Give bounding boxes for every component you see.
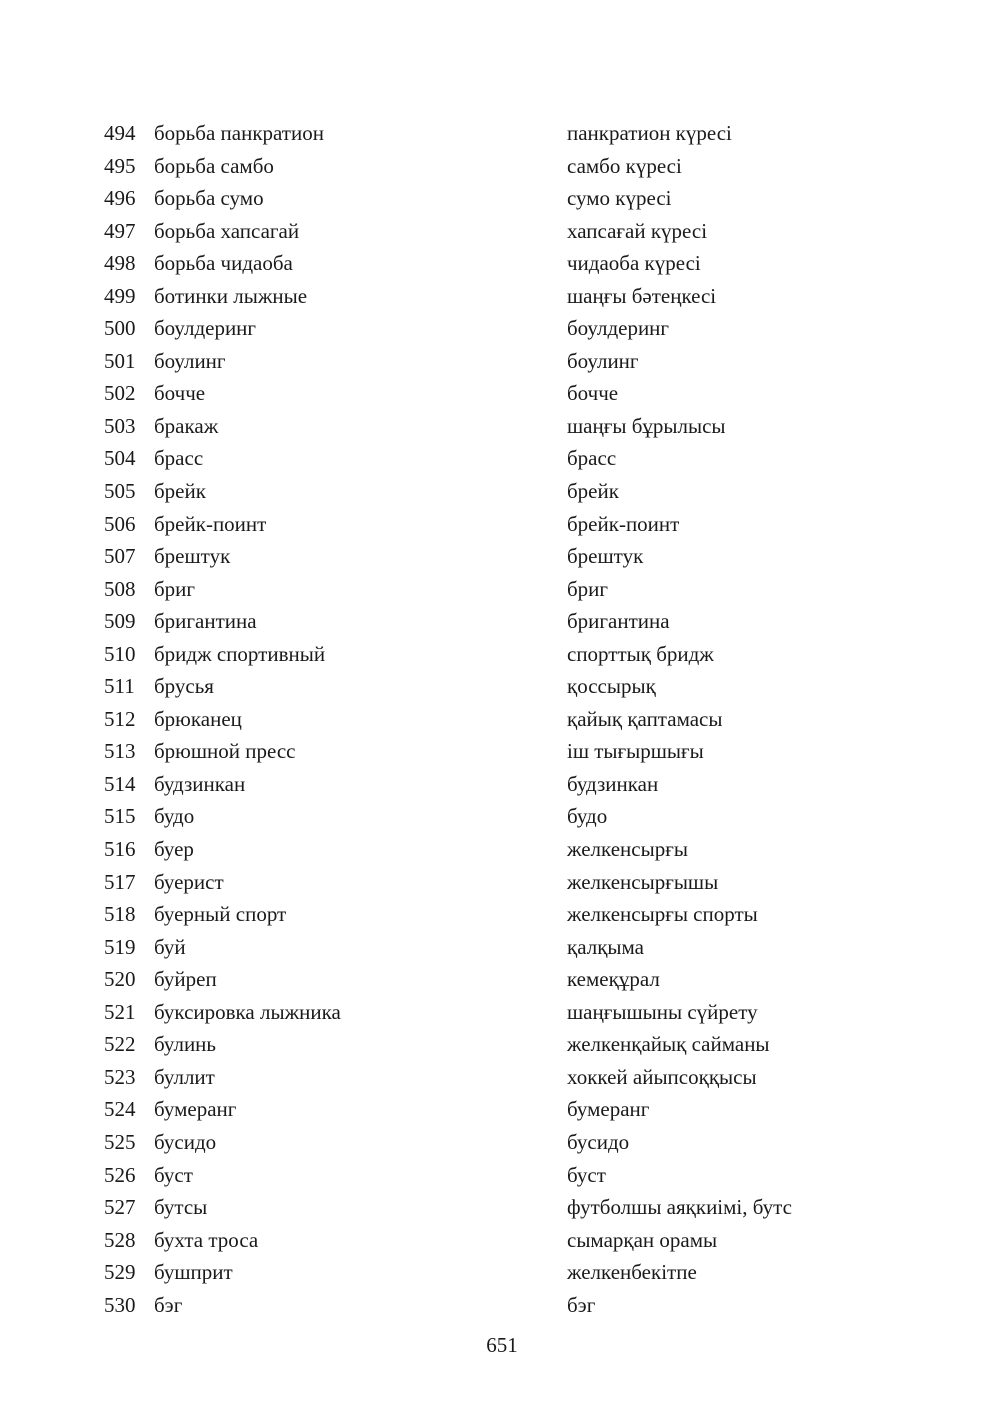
dictionary-entry xyxy=(0,345,1004,378)
entry-number: 511 xyxy=(104,674,135,699)
dictionary-entry xyxy=(0,1191,1004,1224)
kazakh-term: будзинкан xyxy=(567,771,659,796)
dictionary-entry xyxy=(0,800,1004,833)
russian-term: брейк xyxy=(154,479,206,504)
dictionary-entry xyxy=(0,182,1004,215)
kazakh-term: брасс xyxy=(567,446,617,471)
russian-term: буерист xyxy=(154,869,224,894)
russian-term: брусья xyxy=(154,674,214,699)
kazakh-term: будо xyxy=(567,804,608,829)
entry-number: 517 xyxy=(104,869,136,894)
dictionary-entry xyxy=(0,280,1004,313)
kazakh-term: боулинг xyxy=(567,348,639,373)
entry-number: 525 xyxy=(104,1129,136,1154)
entry-number: 500 xyxy=(104,316,136,341)
entry-number: 528 xyxy=(104,1227,136,1252)
russian-term: бракаж xyxy=(154,413,219,438)
entry-number: 529 xyxy=(104,1260,136,1285)
russian-term: буксировка лыжника xyxy=(154,999,341,1024)
entry-number: 510 xyxy=(104,641,136,666)
dictionary-entry xyxy=(0,312,1004,345)
russian-term: бушприт xyxy=(154,1260,233,1285)
kazakh-term: шаңғы бұрылысы xyxy=(567,413,726,438)
entry-number: 521 xyxy=(104,999,136,1024)
entry-number: 504 xyxy=(104,446,136,471)
dictionary-entry xyxy=(0,377,1004,410)
dictionary-entry xyxy=(0,605,1004,638)
russian-term: борьба панкратион xyxy=(154,121,324,145)
russian-term: буй xyxy=(154,934,186,959)
kazakh-term: желкенқайық сайманы xyxy=(567,1032,770,1057)
russian-term: бусидо xyxy=(154,1129,217,1154)
entry-number: 513 xyxy=(104,739,136,764)
entry-number: 506 xyxy=(104,511,136,536)
dictionary-entry xyxy=(0,866,1004,899)
russian-term: буллит xyxy=(154,1064,215,1089)
kazakh-term: панкратион күресі xyxy=(567,121,732,145)
kazakh-term: қоссырық xyxy=(567,674,656,699)
dictionary-entry xyxy=(0,508,1004,541)
russian-term: ботинки лыжные xyxy=(154,283,308,308)
dictionary-entry xyxy=(0,931,1004,964)
kazakh-term: қайық қаптамасы xyxy=(567,706,723,731)
dictionary-entry xyxy=(0,1061,1004,1094)
russian-term: бригантина xyxy=(154,609,257,634)
entry-number: 520 xyxy=(104,967,136,992)
dictionary-entry xyxy=(0,996,1004,1029)
entry-number: 512 xyxy=(104,706,136,731)
dictionary-entry xyxy=(0,1224,1004,1257)
kazakh-term: боулдеринг xyxy=(567,316,670,341)
kazakh-term: бусидо xyxy=(567,1129,630,1154)
kazakh-term: футболшы аяқкиімі, бутс xyxy=(567,1195,792,1220)
dictionary-entry xyxy=(0,540,1004,573)
russian-term: будзинкан xyxy=(154,771,246,796)
kazakh-term: желкенсырғы спорты xyxy=(567,902,758,927)
entry-number: 522 xyxy=(104,1032,136,1057)
russian-term: борьба чидаоба xyxy=(154,251,293,276)
kazakh-term: бэг xyxy=(567,1292,596,1317)
russian-term: бочче xyxy=(154,381,206,406)
dictionary-entry xyxy=(0,442,1004,475)
entry-number: 524 xyxy=(104,1097,136,1122)
dictionary-entry xyxy=(0,1289,1004,1322)
entry-number: 502 xyxy=(104,381,136,406)
kazakh-term: қалқыма xyxy=(567,934,644,959)
kazakh-term: шаңғышыны сүйрету xyxy=(567,999,758,1024)
russian-term: брейк-поинт xyxy=(154,511,267,536)
kazakh-term: чидаоба күресі xyxy=(567,251,701,276)
russian-term: булинь xyxy=(154,1032,216,1057)
kazakh-term: бочче xyxy=(567,381,619,406)
kazakh-term: желкенсырғы xyxy=(567,837,688,862)
kazakh-term: спорттық бридж xyxy=(567,641,714,666)
russian-term: бухта троса xyxy=(154,1227,259,1252)
entry-number: 527 xyxy=(104,1195,136,1220)
kazakh-term: бумеранг xyxy=(567,1097,650,1122)
dictionary-entry xyxy=(0,215,1004,248)
kazakh-term: сымарқан орамы xyxy=(567,1227,718,1252)
entry-number: 515 xyxy=(104,804,136,829)
dictionary-entry xyxy=(0,573,1004,606)
russian-term: бэг xyxy=(154,1292,183,1317)
entry-number: 519 xyxy=(104,934,136,959)
entry-number: 509 xyxy=(104,609,136,634)
kazakh-term: самбо күресі xyxy=(567,153,682,178)
russian-term: боулинг xyxy=(154,348,226,373)
entry-number: 497 xyxy=(104,218,136,243)
kazakh-term: іш тығыршығы xyxy=(567,739,704,764)
dictionary-entry xyxy=(0,670,1004,703)
russian-term: буст xyxy=(154,1162,193,1187)
russian-term: борьба сумо xyxy=(154,186,264,211)
dictionary-entry xyxy=(0,410,1004,443)
dictionary-entry xyxy=(0,898,1004,931)
entry-number: 530 xyxy=(104,1292,136,1317)
dictionary-entry xyxy=(0,475,1004,508)
russian-term: бриг xyxy=(154,576,196,601)
entry-number: 516 xyxy=(104,837,136,862)
russian-term: бридж спортивный xyxy=(154,641,326,666)
dictionary-entry xyxy=(0,735,1004,768)
russian-term: борьба хапсагай xyxy=(154,218,300,243)
entry-number: 514 xyxy=(104,771,136,796)
dictionary-entry xyxy=(0,1126,1004,1159)
entry-number: 494 xyxy=(104,121,136,145)
kazakh-term: брейк xyxy=(567,479,619,504)
page-number: 651 xyxy=(486,1333,518,1357)
entry-number: 501 xyxy=(104,348,136,373)
russian-term: брюканец xyxy=(154,706,242,731)
kazakh-term: бригантина xyxy=(567,609,670,634)
dictionary-entry xyxy=(0,1159,1004,1192)
russian-term: бутсы xyxy=(154,1195,208,1220)
dictionary-entry-list xyxy=(0,117,1004,1321)
kazakh-term: желкенбекітпе xyxy=(567,1260,697,1285)
dictionary-entry xyxy=(0,638,1004,671)
entry-number: 518 xyxy=(104,902,136,927)
russian-term: брюшной пресс xyxy=(154,739,296,764)
entry-number: 508 xyxy=(104,576,136,601)
entry-number: 505 xyxy=(104,479,136,504)
dictionary-entry xyxy=(0,247,1004,280)
kazakh-term: буст xyxy=(567,1162,606,1187)
entry-number: 507 xyxy=(104,544,136,569)
kazakh-term: желкенсырғышы xyxy=(567,869,719,894)
dictionary-entry xyxy=(0,963,1004,996)
russian-term: брасс xyxy=(154,446,204,471)
kazakh-term: брештук xyxy=(567,544,644,569)
entry-number: 503 xyxy=(104,413,136,438)
dictionary-entry xyxy=(0,1256,1004,1289)
kazakh-term: хапсағай күресі xyxy=(567,218,708,243)
russian-term: будо xyxy=(154,804,195,829)
russian-term: боулдеринг xyxy=(154,316,257,341)
entry-number: 496 xyxy=(104,186,136,211)
entry-number: 495 xyxy=(104,153,136,178)
entry-number: 523 xyxy=(104,1064,136,1089)
entry-number: 499 xyxy=(104,283,136,308)
kazakh-term: кемеқұрал xyxy=(567,967,660,992)
russian-term: буерный спорт xyxy=(154,902,287,927)
dictionary-entry xyxy=(0,1093,1004,1126)
kazakh-term: хоккей айыпсоққысы xyxy=(567,1064,757,1089)
dictionary-entry xyxy=(0,117,1004,150)
dictionary-entry xyxy=(0,703,1004,736)
russian-term: борьба самбо xyxy=(154,153,274,178)
dictionary-entry xyxy=(0,833,1004,866)
russian-term: брештук xyxy=(154,544,231,569)
kazakh-term: бриг xyxy=(567,576,609,601)
kazakh-term: сумо күресі xyxy=(567,186,672,211)
russian-term: буйреп xyxy=(154,967,217,992)
dictionary-entry xyxy=(0,768,1004,801)
dictionary-entry xyxy=(0,150,1004,183)
kazakh-term: шаңғы бәтеңкесі xyxy=(567,283,717,308)
entry-number: 526 xyxy=(104,1162,136,1187)
kazakh-term: брейк-поинт xyxy=(567,511,680,536)
dictionary-entry xyxy=(0,1028,1004,1061)
entry-number: 498 xyxy=(104,251,136,276)
russian-term: буер xyxy=(154,837,194,862)
russian-term: бумеранг xyxy=(154,1097,237,1122)
